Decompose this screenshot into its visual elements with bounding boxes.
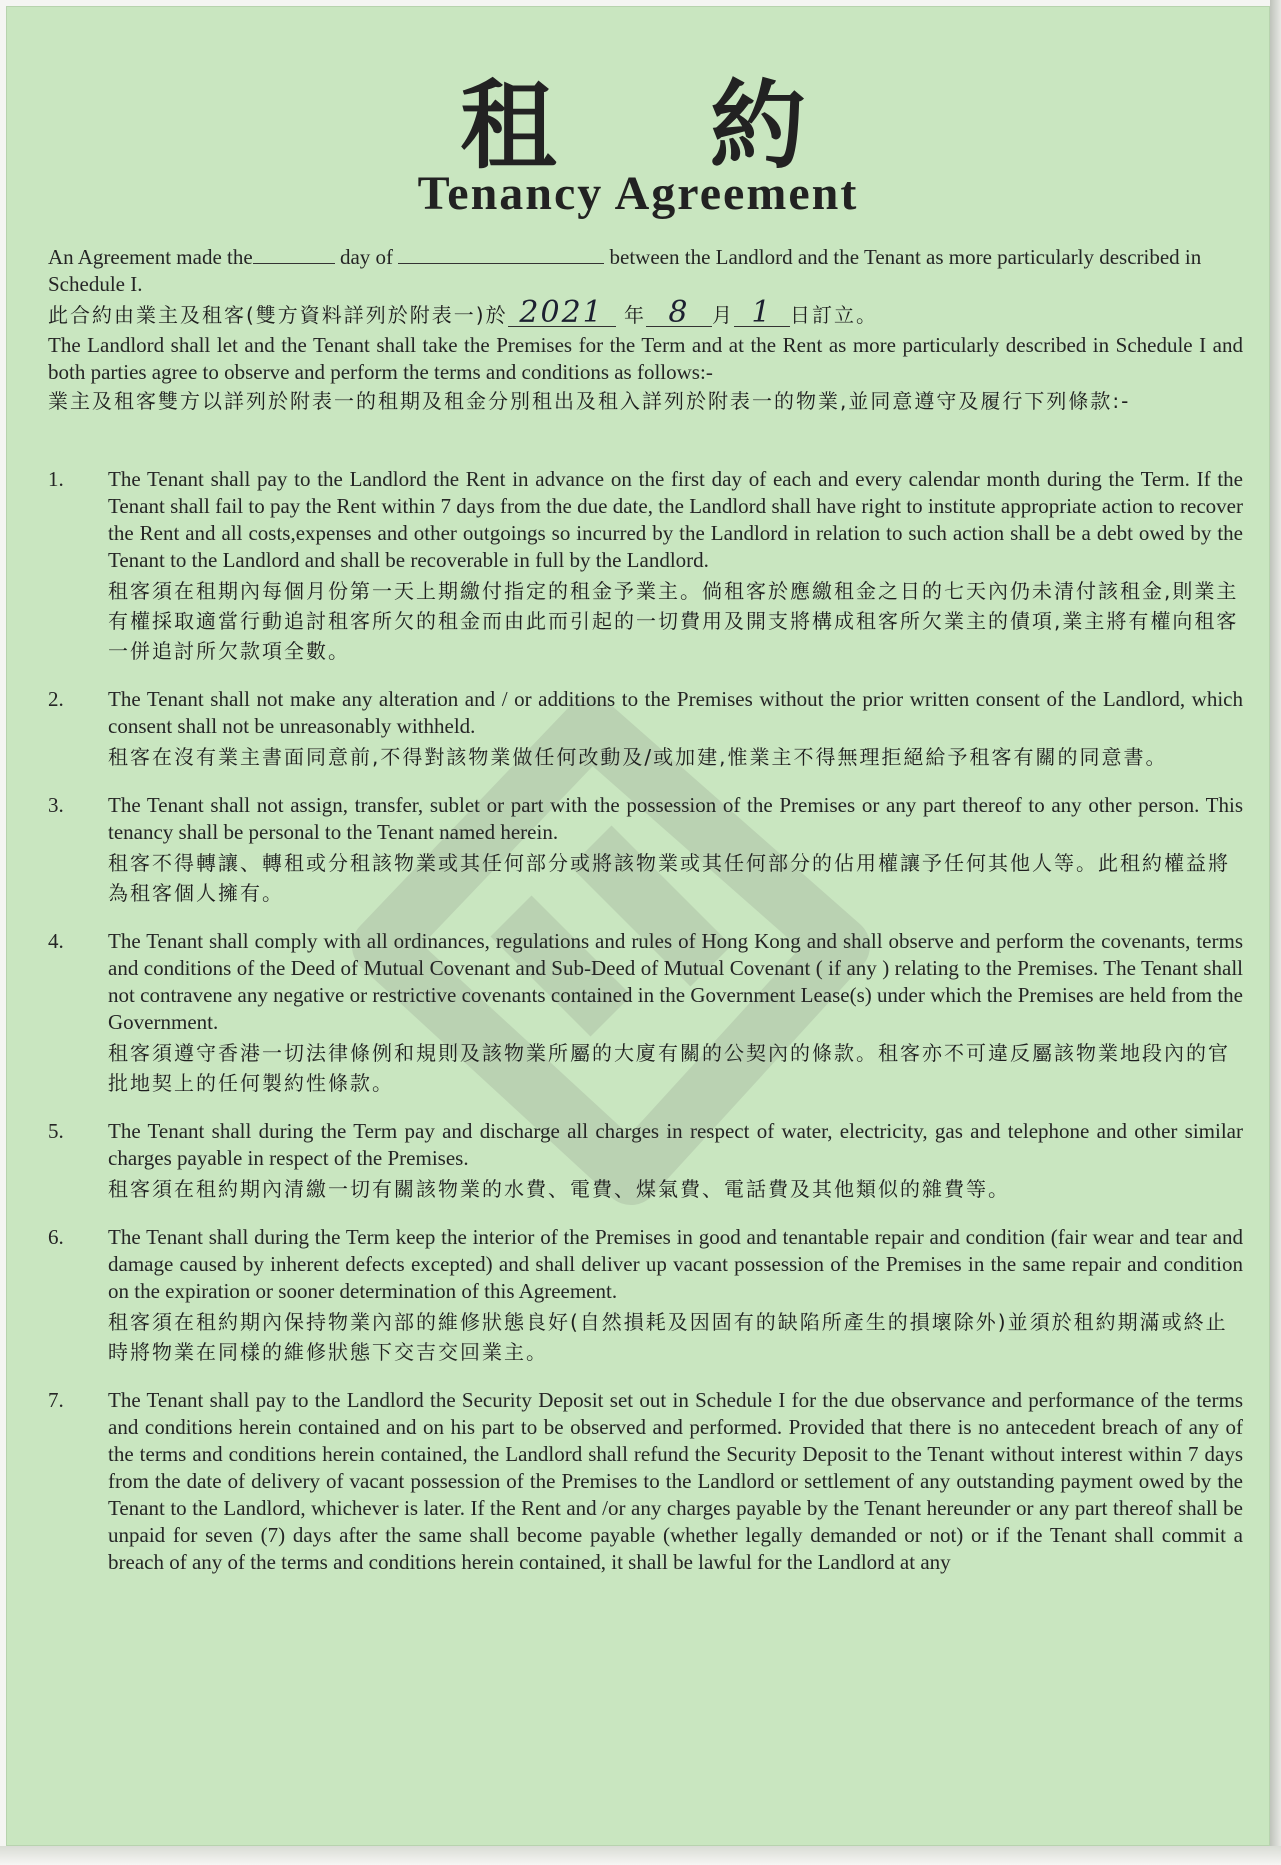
handwritten-year: 2021 — [508, 300, 616, 327]
handwritten-month: 8 — [646, 300, 712, 327]
scan-bottom-edge — [0, 1846, 1281, 1865]
clause-text-english: The Tenant shall pay to the Landlord the Security Deposit set out in Schedule I for the due observance and performance of the terms and conditions herein contained and on his part to be observed and performed. Provided that there is no antecedent breach of any of the terms and conditions herein contained, the Landlord shall refund the Security Deposit to the Tenant without interest within 7 days from the date of delivery of vacant possession of the Premises to the Landlord or settlement of any outstanding payment owed by the Tenant to the Landlord, whichever is later. If the Rent and /or any charges payable by the Tenant hereunder or any part thereof shall be unpaid for seven (7) days after the same shall become payable (whether legally demanded or not) or if the Tenant shall commit a breach of any of the terms and conditions herein contained, it shall be lawful for the Landlord at any — [108, 1388, 1243, 1574]
clause-text-chinese: 租客須遵守香港一切法律條例和規則及該物業所屬的大廈有關的公契內的條款。租客亦不可違反屬該物業地段內的官批地契上的任何製約性條款。 — [108, 1041, 1230, 1095]
clause-text-english: The Tenant shall during the Term keep the interior of the Premises in good and tenantable repair and condition (fair wear and tear and damage caused by inherent defects excepted) and shall deliver up vacant possession of the Premises in the same repair and condition on the expiration or sooner determination of this Agreement. — [108, 1225, 1243, 1303]
day-label: 日訂立。 — [789, 303, 878, 327]
intro-text-zh: 此合約由業主及租客(雙方資料詳列於附表一)於 — [48, 303, 508, 327]
year-label: 年 — [623, 303, 646, 327]
title-chinese: 租 約 — [460, 69, 866, 182]
month-label: 月 — [711, 303, 734, 327]
clause-text-chinese: 租客須在租約期內保持物業內部的維修狀態良好(自然損耗及因固有的缺陷所產生的損壞除外)並須於租約期滿或終止時將物業在同樣的維修狀態下交吉交回業主。 — [108, 1310, 1228, 1364]
clause-3 — [48, 792, 1243, 908]
clause-text-english: The Tenant shall not make any alteration and / or additions to the Premises without the prior written consent of the Landlord, which consent shall not be unreasonably withheld. — [108, 687, 1243, 738]
intro-text: An Agreement made the — [48, 245, 253, 269]
clause-number: 5. — [48, 1119, 64, 1143]
clause-number: 2. — [48, 687, 64, 711]
clause-text-chinese: 租客須在租約期內清繳一切有關該物業的水費、電費、煤氣費、電話費及其他類似的雜費等。 — [108, 1177, 1010, 1201]
clause-number: 6. — [48, 1225, 64, 1249]
clause-text-english: The Tenant shall not assign, transfer, sublet or part with the possession of the Premises or any part thereof to any other person. This tenancy shall be personal to the Tenant named herein. — [108, 793, 1243, 844]
tenancy-agreement-page — [6, 6, 1270, 1846]
intro-text: between the Landlord and the Tenant as more particularly described in Schedule I. — [48, 245, 1202, 296]
clause-number: 1. — [48, 467, 64, 491]
clause-text-chinese: 租客不得轉讓、轉租或分租該物業或其任何部分或將該物業或其任何部分的佔用權讓予任何其他人等。此租約權益將為租客個人擁有。 — [108, 851, 1230, 905]
clause-2 — [48, 686, 1243, 772]
title-english: Tenancy Agreement — [417, 167, 859, 220]
clause-number: 7. — [48, 1388, 64, 1412]
clause-text-chinese: 租客須在租期內每個月份第一天上期繳付指定的租金予業主。倘租客於應繳租金之日的七天內仍未清付該租金,則業主有權採取適當行動追討租客所欠的租金而由此而引起的一切費用及開支將構成租客所欠業主的債項,業主將有權向租客一併追討所欠款項全數。 — [108, 579, 1239, 663]
let-terms-chinese: 業主及租客雙方以詳列於附表一的租期及租金分別租出及租入詳列於附表一的物業,並同意遵守及履行下列條款:- — [48, 389, 1131, 413]
clause-text-english: The Tenant shall comply with all ordinances, regulations and rules of Hong Kong and shall observe and perform the covenants, terms and conditions of the Deed of Mutual Covenant and Sub-Deed of Mutual Covenant ( if any ) relating to the Premises. The Tenant shall not contravene any negative or restrictive covenants contained in the Government Lease(s) under which the Premises are held from the Government. — [108, 929, 1243, 1034]
clause-text-english: The Tenant shall pay to the Landlord the Rent in advance on the first day of each and every calendar month during the Term. If the Tenant shall fail to pay the Rent within 7 days from the due date, the Landlord shall have right to institute appropriate action to recover the Rent and all costs,expenses and other outgoings so incurred by the Landlord in relation to such action shall be a debt owed by the Tenant to the Landlord and shall be recoverable in full by the Landlord. — [108, 467, 1243, 572]
intro-section — [48, 244, 1243, 416]
clause-text-english: The Tenant shall during the Term pay and discharge all charges in respect of water, electricity, gas and telephone and other similar charges payable in respect of the Premises. — [108, 1119, 1243, 1170]
clause-text-chinese: 租客在沒有業主書面同意前,不得對該物業做任何改動及/或加建,惟業主不得無理拒絕給予租客有關的同意書。 — [108, 745, 1168, 769]
clause-6 — [48, 1224, 1243, 1367]
handwritten-day: 1 — [734, 300, 790, 327]
clause-number: 3. — [48, 793, 64, 817]
clause-number: 4. — [48, 929, 64, 953]
agreement-date-line-english — [48, 244, 1243, 298]
clause-5 — [48, 1118, 1243, 1204]
let-terms-english: The Landlord shall let and the Tenant shall take the Premises for the Term and at the Rent as more particularly described in Schedule I and both parties agree to observe and perform the terms and conditions as follows:- — [48, 333, 1243, 384]
scan-right-edge — [1270, 0, 1281, 1865]
clauses-list — [48, 466, 1243, 1576]
clause-4 — [48, 928, 1243, 1098]
day-blank — [253, 245, 335, 264]
month-blank — [398, 245, 604, 264]
intro-text: day of — [339, 245, 394, 269]
agreement-date-line-chinese — [48, 295, 1243, 330]
clause-1 — [48, 466, 1243, 666]
clause-7 — [48, 1387, 1243, 1576]
